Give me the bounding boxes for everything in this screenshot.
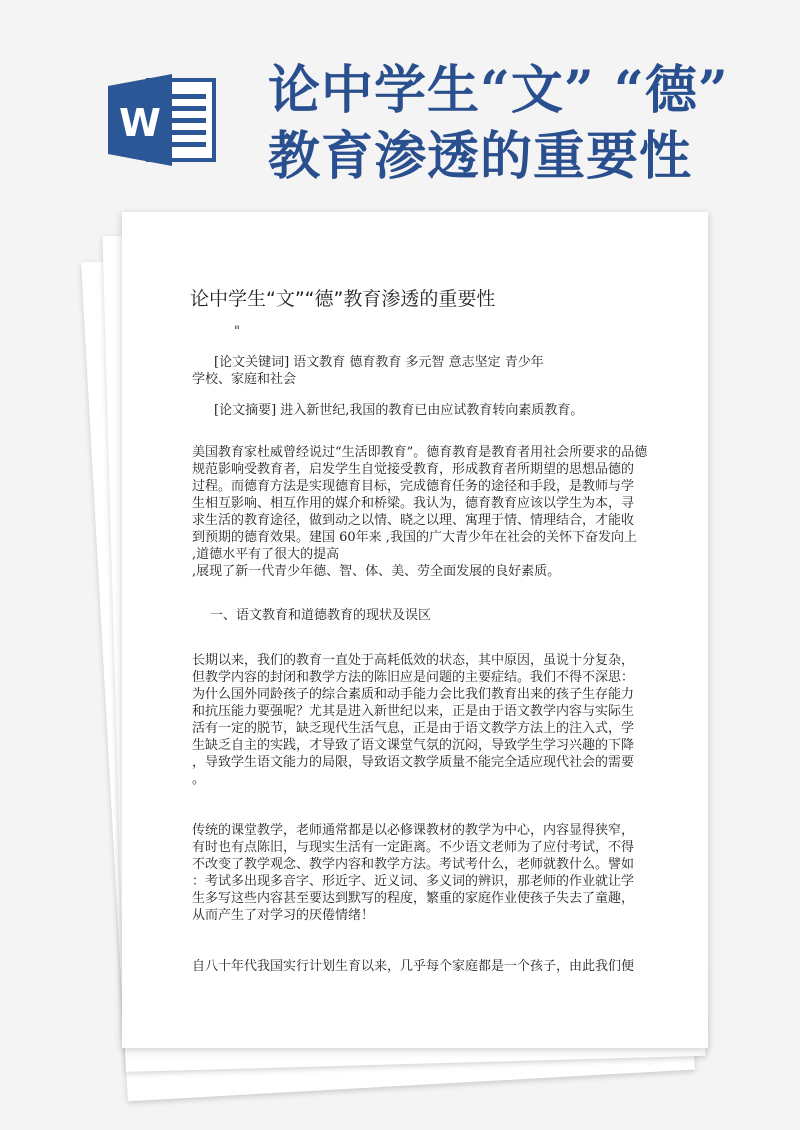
paragraph-line: 长期以来，我们的教育一直处于高耗低效的状态，其中原因，虽说十分复杂， (192, 653, 635, 668)
paragraph-line: 美国教育家杜威曾经说过“生活即教育”。德育教育是教育者用社会所要求的品德 (192, 445, 648, 460)
banner-title-line-1: 论中学生“文” “德” (268, 60, 729, 121)
paragraph-line: 规范影响受教育者，启发学生自觉接受教育，形成教育者所期望的思想品德的 (192, 462, 635, 477)
paragraph-line: 传统的课堂教学，老师通常都是以必修课教材的教学为中心，内容显得狭窄， (192, 823, 635, 838)
paragraph-line: 活有一定的脱节，缺乏现代生活气息，正是由于语文教学方法上的注入式，学 (192, 721, 635, 736)
keywords-line: [论文关键词] 语文教育 德育教育 多元智 意志坚定 青少年 (214, 355, 544, 370)
paragraph-line: 自八十年代我国实行计划生育以来，几乎每个家庭都是一个孩子，由此我们便 (192, 959, 635, 974)
logo-letter: W (119, 101, 161, 145)
paragraph-line: 有时也有点陈旧，与现实生活有一定距离。不少语文老师为了应付考试，不得 (192, 840, 635, 855)
paragraph-line: 过程。而德育方法是实现德育目标，完成德育任务的途径和手段，是教师与学 (192, 479, 635, 494)
abstract-line: [论文摘要] 进入新世纪,我国的教育已由应试教育转向素质教育。 (214, 403, 584, 418)
paragraph-line: ,道德水平有了很大的提高 (192, 547, 340, 562)
abstract-paragraph (192, 402, 636, 419)
word-document-icon (108, 72, 220, 168)
paragraph-1 (192, 444, 648, 580)
paragraph-line: ，导致学生语文能力的局限，导致语文教学质量不能完全适应现代社会的需要 (192, 755, 635, 770)
banner-title-line-2: 教育渗透的重要性 (268, 126, 693, 187)
paragraph-line: 生相互影响、相互作用的媒介和桥梁。我认为，德育教育应该以学生为本，寻 (192, 496, 635, 511)
paragraph-line: 但教学内容的封闭和教学方法的陈旧应是问题的主要症结。我们不得不深思： (192, 670, 635, 685)
paragraph-line: 和抗压能力要强呢？尤其是进入新世纪以来，正是由于语文教学内容与实际生 (192, 704, 635, 719)
paragraph-line: 。 (192, 772, 206, 787)
stray-mark: " (234, 324, 240, 339)
banner-header (0, 0, 800, 200)
paragraph-line: 不改变了教学观念、教学内容和教学方法。考试考什么，老师就教什么。譬如 (192, 857, 635, 872)
section-heading: 一、语文教育和道德教育的现状及误区 (210, 608, 432, 623)
keywords-line: 学校、家庭和社会 (192, 372, 297, 387)
paragraph-line: 从而产生了对学习的厌倦情绪！ (192, 908, 375, 923)
paragraph-3 (192, 822, 636, 924)
paragraph-line: 为什么国外同龄孩子的综合素质和动手能力会比我们教育出来的孩子生存能力 (192, 687, 635, 702)
paragraph-line: ：考试多出现多音字、形近字、近义词、多义词的辨识，那老师的作业就让学 (192, 874, 635, 889)
paragraph-line: 求生活的教育途径，做到动之以情、晓之以理、寓理于情、情理结合，才能收 (192, 513, 635, 528)
paragraph-4 (192, 958, 636, 975)
keywords-paragraph (192, 354, 636, 388)
document-page (122, 212, 708, 1048)
paragraph-line: ,展现了新一代青少年德、智、体、美、劳全面发展的良好素质。 (192, 564, 561, 579)
paragraph-line: 生多写这些内容甚至要达到默写的程度，繁重的家庭作业使孩子失去了童趣， (192, 891, 635, 906)
paragraph-2 (192, 652, 636, 788)
paragraph-line: 生缺乏自主的实践，才导致了语文课堂气氛的沉闷，导致学生学习兴趣的下降 (192, 738, 635, 753)
document-title: 论中学生“文”“德”教育渗透的重要性 (190, 288, 496, 310)
paragraph-line: 到预期的德育效果。建国 60年来 ,我国的广大青少年在社会的关怀下奋发向上 (192, 530, 637, 545)
banner-title (268, 58, 788, 190)
